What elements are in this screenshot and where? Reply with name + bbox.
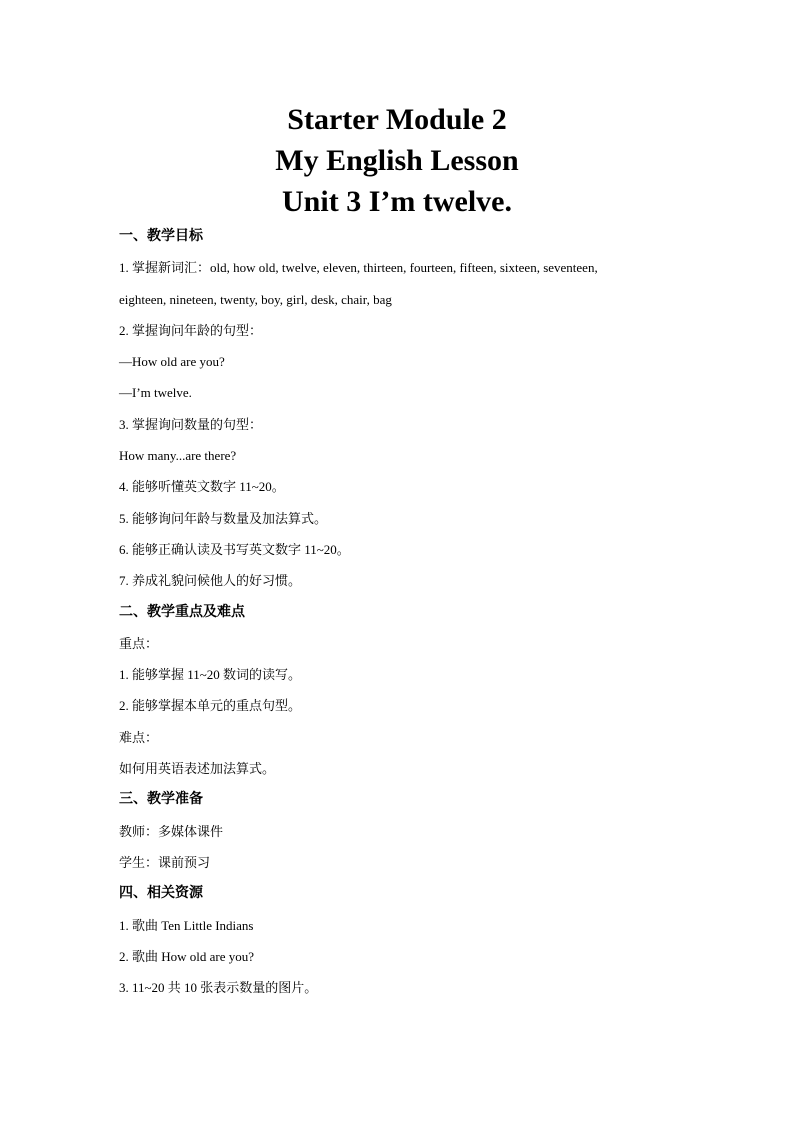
difficulty-1: 如何用英语表述加法算式。	[119, 761, 276, 777]
title-block	[0, 99, 794, 222]
key-points-label: 重点：	[119, 635, 159, 651]
objective-2-age-pattern: 2. 掌握询问年龄的句型：	[119, 322, 263, 338]
key-point-1: 1. 能够掌握 11~20 数词的读写。	[119, 667, 302, 683]
objective-5: 5. 能够询问年龄与数量及加法算式。	[119, 510, 328, 526]
section-heading-objectives: 一、教学目标	[119, 228, 203, 244]
title-module: Starter Module 2	[287, 103, 507, 136]
resource-1: 1. 歌曲 Ten Little Indians	[119, 917, 254, 933]
section-heading-preparation: 三、教学准备	[119, 791, 203, 808]
quantity-pattern-example: How many...are there?	[119, 448, 237, 464]
key-point-2: 2. 能够掌握本单元的重点句型。	[119, 698, 302, 714]
dialogue-answer: —I’m twelve.	[119, 385, 192, 401]
title-unit: Unit 3 I’m twelve.	[282, 185, 512, 218]
objective-3-quantity-pattern: 3. 掌握询问数量的句型：	[119, 416, 263, 432]
preparation-teacher: 教师：多媒体课件	[119, 823, 224, 839]
resource-2: 2. 歌曲 How old are you?	[119, 948, 255, 964]
resource-3: 3. 11~20 共 10 张表示数量的图片。	[119, 980, 318, 996]
document-body	[119, 221, 679, 1003]
dialogue-question: —How old are you?	[119, 354, 225, 370]
preparation-student: 学生：课前预习	[119, 854, 211, 870]
title-lesson: My English Lesson	[275, 144, 519, 177]
section-heading-key-points: 二、教学重点及难点	[119, 603, 245, 620]
difficulty-label: 难点：	[119, 729, 159, 745]
objective-1-vocabulary-continued: eighteen, nineteen, twenty, boy, girl, desk, chair, bag	[119, 291, 392, 307]
objective-4: 4. 能够听懂英文数字 11~20。	[119, 479, 285, 495]
objective-1-vocabulary: 1. 掌握新词汇：old, how old, twelve, eleven, thirteen, fourteen, fifteen, sixteen, seventeen,	[119, 260, 598, 276]
section-heading-resources: 四、相关资源	[119, 885, 203, 902]
objective-7: 7. 养成礼貌问候他人的好习惯。	[119, 573, 302, 589]
objective-6: 6. 能够正确认读及书写英文数字 11~20。	[119, 541, 350, 557]
